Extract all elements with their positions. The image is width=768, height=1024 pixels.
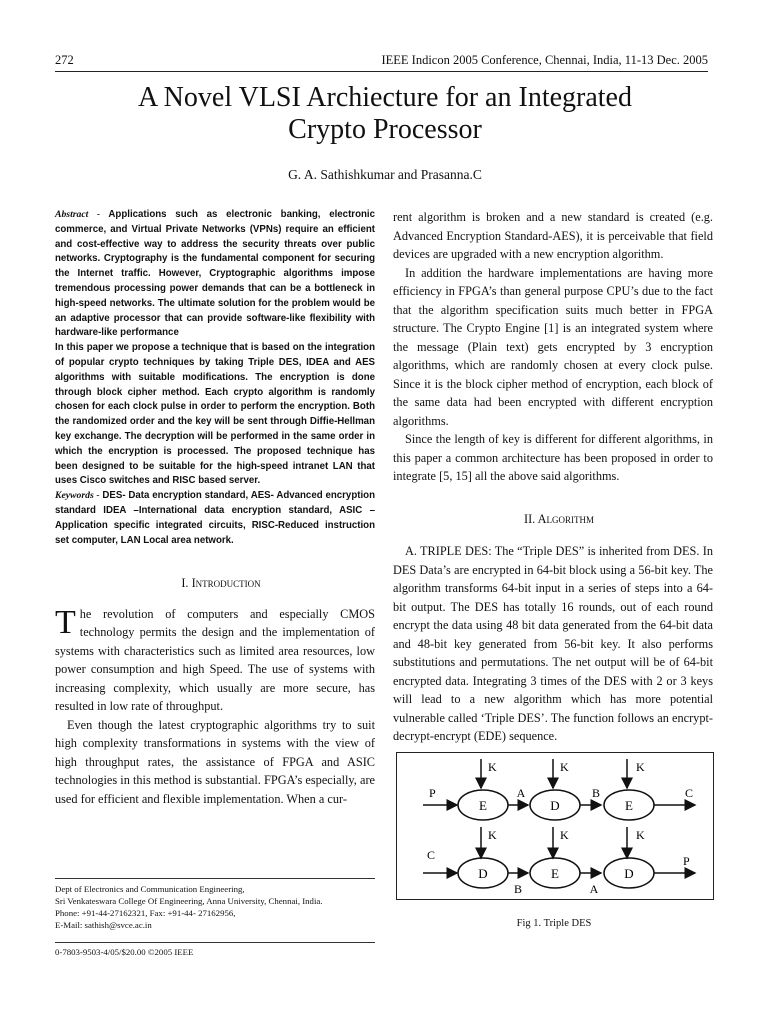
bottom-output-label: P xyxy=(683,854,690,868)
drop-cap: T xyxy=(55,603,76,641)
author-affiliation-footnote xyxy=(55,878,375,931)
intro-paragraph-1-text: he revolution of computers and especially CMOS technology permits the design and the implementation of systems with characteristics such as limited area resources, low power consumption and high Speed. The use of systems with increasing complexity, which usually are more secure, has resulted in low rate of throughput. xyxy=(55,606,375,714)
bottom-key-label-2: K xyxy=(560,828,569,842)
conference-name: IEEE Indicon 2005 Conference, Chennai, India, 11-13 Dec. 2005 xyxy=(381,53,708,67)
keywords-paragraph xyxy=(55,489,375,548)
top-input-label: P xyxy=(429,786,436,800)
top-mid-label-1: A xyxy=(516,786,526,800)
abstract-text-1: Applications such as electronic banking, electronic commerce, and Virtual Private Networks (VPNs) require an efficient and cost-effective way to address the security threats over public networks. Cryptography is the fundamental component for securing the Internet traffic. However, Cryptographic algorithms impose tremendous processing power demands that can be a bottleneck in high-speed networks. The ultimate solution for the problem would be an adaptive processor that can provide software-like flexibility with hardware-like performance xyxy=(55,209,375,339)
keywords-label: Keywords - xyxy=(55,490,100,502)
bottom-mid-label-1: B xyxy=(513,882,523,896)
top-node-3-label: E xyxy=(625,798,633,813)
top-key-label-1: K xyxy=(488,760,497,774)
top-mid-label-2: B xyxy=(591,786,601,800)
top-node-1-label: E xyxy=(479,798,487,813)
introduction-heading: I. Introduction xyxy=(181,576,261,591)
triple-des-diagram xyxy=(396,752,714,900)
copyright-notice: 0-7803-9503-4/05/$20.00 ©2005 IEEE xyxy=(55,942,375,957)
bottom-node-2-label: E xyxy=(551,866,559,881)
bottom-input-label: C xyxy=(427,848,436,862)
bottom-key-label-3: K xyxy=(636,828,645,842)
top-key-label-3: K xyxy=(636,760,645,774)
footnote-line-3: Phone: +91-44-27162321, Fax: +91-44- 27162956, xyxy=(55,908,236,918)
algorithm-heading: II. Algorithm xyxy=(523,511,595,526)
abstract-text-2: In this paper we propose a technique that is based on the integration of popular crypto techniques by taking Triple DES, IDEA and AES algorithms with suitable modifications. The encryption is done through block cipher method. Each crypto algorithm is randomly chosen for each clock pulse in order to perform the encryption. Both the randomized order and the key will be sent through Diffie-Hellman key exchange. The decryption will be performed in the same order in which the encryption is processed. The proposed technique has been designed to be suitable for the high-speed intranet LAN that uses Cisco switches and RISC based server. xyxy=(55,342,375,487)
triple-des-paragraph: A. TRIPLE DES: The “Triple DES” is inherited from DES. In DES Data’s are encrypted in 64-bit block using a 56-bit key. The algorithm transforms 64-bit input in a series of steps into a 64-bit output. The DES has totally 16 rounds, out of each round encrypt the data using 48 bit data generated from the 64-bit data and 48-bit key generated from 56-bit key. It also performs substitutions and permutations. The net output will be of 64-bit encrypted data. Integrating 3 times of the DES with 2 or 3 keys will lead to a new algorithm which has more potential vulnerable called ‘Triple DES’. The function follows an encrypt-decrypt-encrypt (EDE) sequence. xyxy=(393,544,713,743)
triple-des-svg xyxy=(397,753,713,899)
intro-paragraph-2: Even though the latest cryptographic algorithms try to suit high complexity transformations in systems with the view of high throughput rates, the assistance of FPGA and ASIC technologies in this method is substantial. FPGA’s especially, are used for efficient and flexible implementation. When a cur- xyxy=(55,717,375,806)
abstract xyxy=(55,208,375,548)
intro-paragraph-1 xyxy=(55,605,375,716)
bottom-mid-label-2: A xyxy=(589,882,599,896)
paper-title xyxy=(55,82,715,146)
page-number: 272 xyxy=(55,53,74,67)
right-paragraph-1: rent algorithm is broken and a new standard is created (e.g. Advanced Encryption Standard-AES), it is perceivable that field devices are upgraded with a new encryption algorithm. xyxy=(393,210,713,261)
introduction-section xyxy=(55,574,375,808)
abstract-paragraph-1 xyxy=(55,208,375,341)
abstract-label: Abstract - xyxy=(55,209,101,220)
right-paragraph-2: In addition the hardware implementations are having more efficiency in FPGA’s than general purpose CPU’s due to the fact that the algorithm specification suits much better in FPGA structure. The Crypto Engine [1] is an integrated system where the message (Plain text) gets encrypted by 3 encryption algorithms, which are randomly chosen at every clock pulse. Since it is the block cipher method of encryption, each block of the same data had been encrypted with different encryption algorithms. xyxy=(393,265,713,428)
title-line-1: A Novel VLSI Archiecture for an Integrated xyxy=(138,82,632,113)
left-column xyxy=(55,208,375,808)
top-node-2-label: D xyxy=(550,798,560,813)
bottom-key-label-1: K xyxy=(488,828,497,842)
right-column xyxy=(393,208,713,746)
bottom-node-3-label: D xyxy=(624,866,634,881)
footnote-line-2: Sri Venkateswara College Of Engineering, Anna University, Chennai, India. xyxy=(55,896,323,906)
author-list: G. A. Sathishkumar and Prasanna.C xyxy=(288,167,482,182)
top-key-label-2: K xyxy=(560,760,569,774)
footnote-line-1: Dept of Electronics and Communication Engineering, xyxy=(55,884,245,894)
keywords-text: DES- Data encryption standard, AES- Advanced encryption standard IDEA –International data encryption standard, ASIC –Application specific integrated circuits, RISC-Reduced instruction set computer, LAN Local area network. xyxy=(55,490,375,546)
figure-caption: Fig 1. Triple DES xyxy=(516,918,592,929)
right-paragraph-3: Since the length of key is different for different algorithms, in this paper a common architecture has been proposed in order to integrate [5, 15] all the above said algorithms. xyxy=(393,432,713,483)
running-header xyxy=(55,53,708,72)
bottom-node-1-label: D xyxy=(478,866,488,881)
top-output-label: C xyxy=(685,786,694,800)
footnote-line-4: E-Mail: sathish@svce.ac.in xyxy=(55,920,152,930)
title-line-2: Crypto Processor xyxy=(288,114,482,145)
